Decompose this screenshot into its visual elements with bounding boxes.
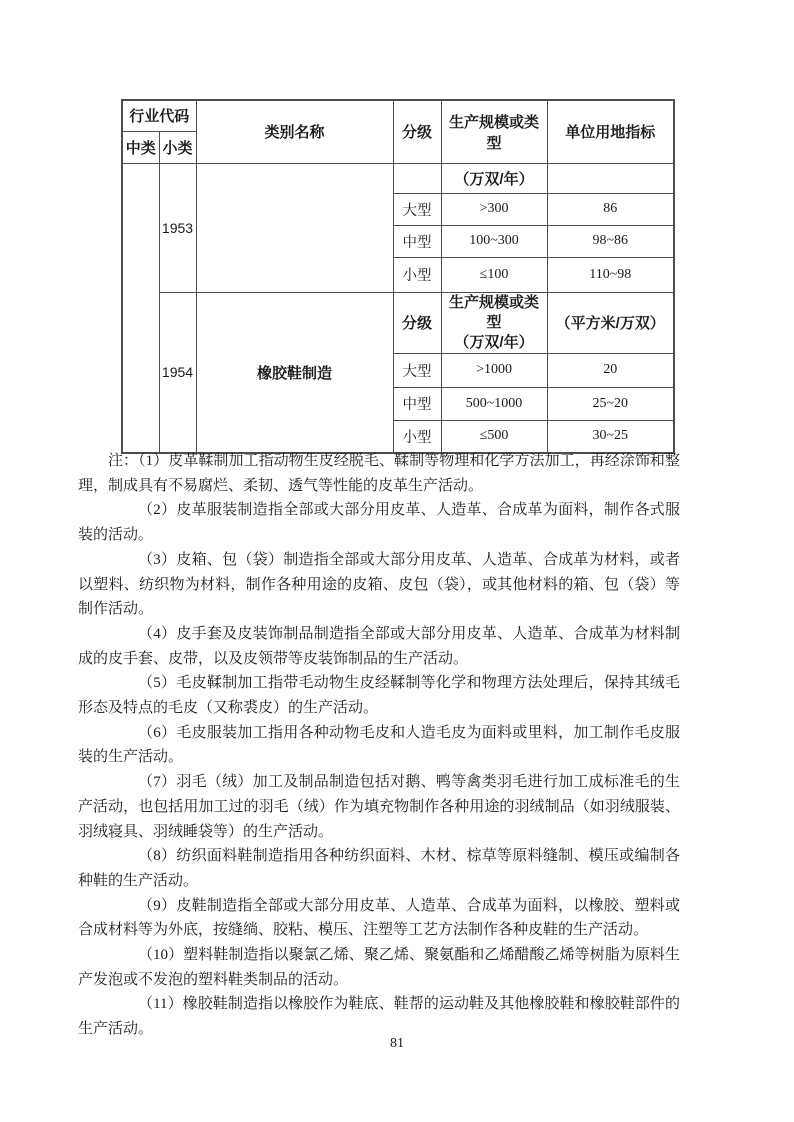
header-scale: 生产规模或类型: [441, 100, 547, 163]
cell-category-1954: 橡胶鞋制造: [196, 292, 393, 453]
cell-grade: 中型: [393, 387, 441, 420]
note-item-3: （3）皮箱、包（袋）制造指全部或大部分用皮革、人造革、合成革为材料，或者以塑料、纺织物为材料，制作各种用途的皮箱、皮包（袋），或其他材料的箱、包（袋）等制作活动。: [78, 551, 680, 618]
cell-scale: 100~300: [441, 225, 547, 257]
note-item-4: （4）皮手套及皮装饰制品制造指全部或大部分用皮革、人造革、合成革为材料制成的皮手套、皮带，以及皮领带等皮装饰制品的生产活动。: [78, 625, 680, 667]
cell-scale: 500~1000: [441, 387, 547, 420]
cell-1953-unit-grade: [393, 163, 441, 193]
subheader-grade: 分级: [393, 292, 441, 353]
cell-indicator: 25~20: [547, 387, 674, 420]
cell-grade: 中型: [393, 225, 441, 257]
cell-mid-class-empty: [122, 163, 159, 453]
header-mid-class: 中类: [122, 131, 159, 163]
notes-section: [78, 449, 680, 1042]
cell-1953-unit-scale: （万双/年）: [441, 163, 547, 193]
header-category-name: 类别名称: [196, 100, 393, 163]
note-item-10: （10）塑料鞋制造指以聚氯乙烯、聚乙烯、聚氨酯和乙烯醋酸乙烯等树脂为原料生产发泡或不发泡的塑料鞋类制品的活动。: [78, 947, 680, 988]
page-number: 81: [390, 1036, 404, 1051]
cell-grade: 大型: [393, 193, 441, 225]
notes-label: 注：: [108, 453, 139, 469]
cell-indicator: 86: [547, 193, 674, 225]
cell-indicator: 98~86: [547, 225, 674, 257]
cell-1953-unit-indicator: [547, 163, 674, 193]
header-land-indicator: 单位用地指标: [547, 100, 674, 163]
header-small-class: 小类: [159, 131, 196, 163]
note-item-6: （6）毛皮服装加工指用各种动物毛皮和人造毛皮为面料或里料，加工制作毛皮服装的生产活动。: [78, 724, 680, 766]
note-item-8: （8）纺织面料鞋制造指用各种纺织面料、木材、棕草等原料缝制、模压或编制各种鞋的生产活动。: [78, 848, 680, 889]
note-item-5: （5）毛皮鞣制加工指带毛动物生皮经鞣制等化学和物理方法处理后，保持其绒毛形态及特点的毛皮（又称裘皮）的生产活动。: [78, 675, 680, 717]
cell-scale: ≤100: [441, 257, 547, 292]
cell-indicator: 110~98: [547, 257, 674, 292]
cell-indicator: 30~25: [547, 420, 674, 453]
land-use-indicator-table: [121, 99, 675, 454]
cell-indicator: 20: [547, 353, 674, 387]
cell-code-1954: 1954: [159, 292, 196, 453]
cell-scale: >1000: [441, 353, 547, 387]
cell-grade: 小型: [393, 257, 441, 292]
cell-scale: ≤500: [441, 420, 547, 453]
subheader-scale: [441, 292, 547, 353]
cell-grade: 小型: [393, 420, 441, 453]
header-industry-code: 行业代码: [122, 100, 196, 131]
cell-code-1953: 1953: [159, 163, 196, 292]
note-item-7: （7）羽毛（绒）加工及制品制造包括对鹅、鸭等禽类羽毛进行加工成标准毛的生产活动，也包括用加工过的羽毛（绒）作为填充物制作各种用途的羽绒制品（如羽绒服装、羽绒寝具、羽绒睡袋等）的生产活动。: [78, 774, 680, 840]
cell-grade: 大型: [393, 353, 441, 387]
subheader-scale-line2: （万双/年）: [454, 333, 534, 351]
cell-scale: >300: [441, 193, 547, 225]
note-item-11: （11）橡胶鞋制造指以橡胶作为鞋底、鞋帮的运动鞋及其他橡胶鞋和橡胶鞋部件的生产活动。: [78, 996, 680, 1038]
note-text: （1）皮革鞣制加工指动物生皮经脱毛、鞣制等物理和化学方法加工，再经涂饰和整理，制成具有不易腐烂、柔韧、透气等性能的皮革生产活动。: [78, 453, 680, 494]
subheader-indicator-unit: （平方米/万双）: [547, 292, 674, 353]
note-item-1: [78, 449, 680, 498]
header-grade: 分级: [393, 100, 441, 163]
subheader-scale-line1: 生产规模或类型: [449, 293, 540, 331]
note-item-9: （9）皮鞋制造指全部或大部分用皮革、人造革、合成革为面料，以橡胶、塑料或合成材料等为外底，按缝绱、胶粘、模压、注塑等工艺方法制作各种皮鞋的生产活动。: [78, 897, 680, 939]
note-item-2: （2）皮革服装制造指全部或大部分用皮革、人造革、合成革为面料，制作各式服装的活动。: [78, 502, 680, 544]
cell-category-1953: [196, 163, 393, 292]
